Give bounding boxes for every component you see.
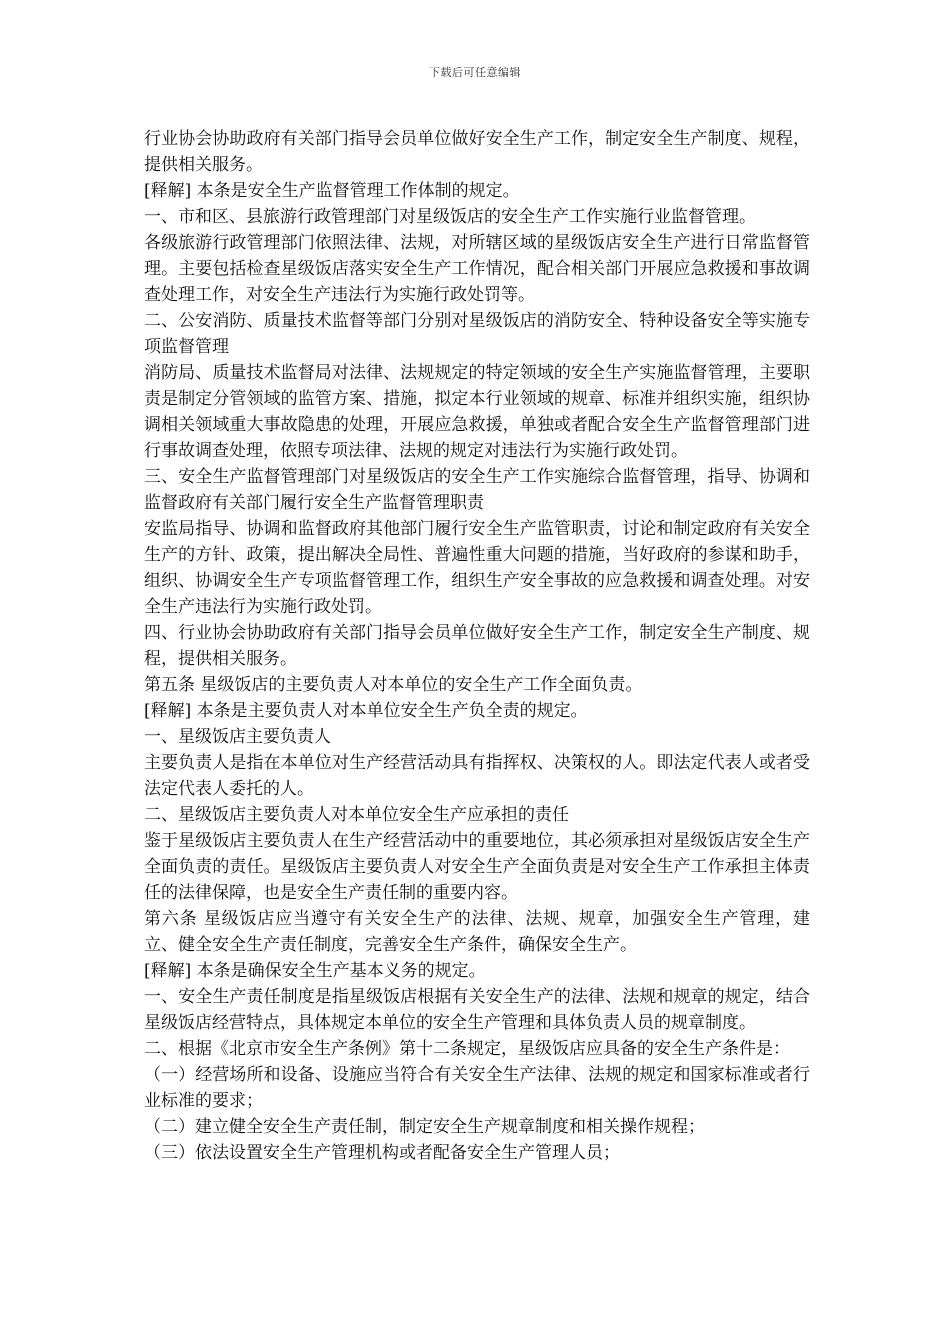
paragraph: 一、安全生产责任制度是指星级饭店根据有关安全生产的法律、法规和规章的规定，结合星级饭店经营特点，具体规定本单位的安全生产管理和具体负责人员的规章制度。 (144, 987, 810, 1033)
paragraph: 二、公安消防、质量技术监督等部门分别对星级饭店的消防安全、特种设备安全等实施专项监督管理 (144, 311, 810, 357)
paragraph: [释解] 本条是安全生产监督管理工作体制的规定。 (144, 181, 520, 201)
paragraph: 二、根据《北京市安全生产条例》第十二条规定，星级饭店应具备的安全生产条件是： (144, 1039, 790, 1059)
paragraph: [释解] 本条是主要负责人对本单位安全生产负全责的规定。 (144, 701, 588, 721)
page-header-note: 下载后可任意编辑 (429, 66, 521, 79)
paragraph: 二、星级饭店主要负责人对本单位安全生产应承担的责任 (144, 805, 569, 825)
paragraph: 各级旅游行政管理部门依照法律、法规，对所辖区域的星级饭店安全生产进行日常监督管理。主要包括检查星级饭店落实安全生产工作情况，配合相关部门开展应急救援和事故调查处理工作，对安全生产违法行为实施行政处罚等。 (144, 233, 810, 305)
article-heading: 第五条 星级饭店的主要负责人对本单位的安全生产工作全面负责。 (144, 675, 643, 695)
paragraph: 四、行业协会协助政府有关部门指导会员单位做好安全生产工作，制定安全生产制度、规程，提供相关服务。 (144, 623, 810, 669)
paragraph: 三、安全生产监督管理部门对星级饭店的安全生产工作实施综合监督管理，指导、协调和监督政府有关部门履行安全生产监督管理职责 (144, 467, 810, 513)
paragraph: [释解] 本条是确保安全生产基本义务的规定。 (144, 961, 486, 981)
list-item: （三）依法设置安全生产管理机构或者配备安全生产管理人员； (144, 1143, 620, 1163)
paragraph: 主要负责人是指在本单位对生产经营活动具有指挥权、决策权的人。即法定代表人或者受法定代表人委托的人。 (144, 753, 810, 799)
document-body (144, 126, 810, 1166)
article-heading: 第六条 星级饭店应当遵守有关安全生产的法律、法规、规章，加强安全生产管理，建立、健全安全生产责任制度，完善安全生产条件，确保安全生产。 (144, 909, 810, 955)
paragraph: 行业协会协助政府有关部门指导会员单位做好安全生产工作，制定安全生产制度、规程，提供相关服务。 (144, 129, 810, 175)
paragraph: 安监局指导、协调和监督政府其他部门履行安全生产监管职责，讨论和制定政府有关安全生产的方针、政策，提出解决全局性、普遍性重大问题的措施，当好政府的参谋和助手，组织、协调安全生产专项监督管理工作，组织生产安全事故的应急救援和调查处理。对安全生产违法行为实施行政处罚。 (144, 519, 810, 617)
paragraph: 一、市和区、县旅游行政管理部门对星级饭店的安全生产工作实施行业监督管理。 (144, 207, 756, 227)
list-item: （一）经营场所和设备、设施应当符合有关安全生产法律、法规的规定和国家标准或者行业标准的要求； (144, 1065, 810, 1111)
list-item: （二）建立健全安全生产责任制，制定安全生产规章制度和相关操作规程； (144, 1117, 705, 1137)
paragraph: 消防局、质量技术监督局对法律、法规规定的特定领域的安全生产实施监督管理，主要职责是制定分管领域的监管方案、措施，拟定本行业领域的规章、标准并组织实施，组织协调相关领域重大事故隐患的处理，开展应急救援，单独或者配合安全生产监督管理部门进行事故调查处理，依照专项法律、法规的规定对违法行为实施行政处罚。 (144, 363, 810, 461)
paragraph: 鉴于星级饭店主要负责人在生产经营活动中的重要地位，其必须承担对星级饭店安全生产全面负责的责任。星级饭店主要负责人对安全生产全面负责是对安全生产工作承担主体责任的法律保障，也是安全生产责任制的重要内容。 (144, 831, 810, 903)
paragraph: 一、星级饭店主要负责人 (144, 727, 331, 747)
